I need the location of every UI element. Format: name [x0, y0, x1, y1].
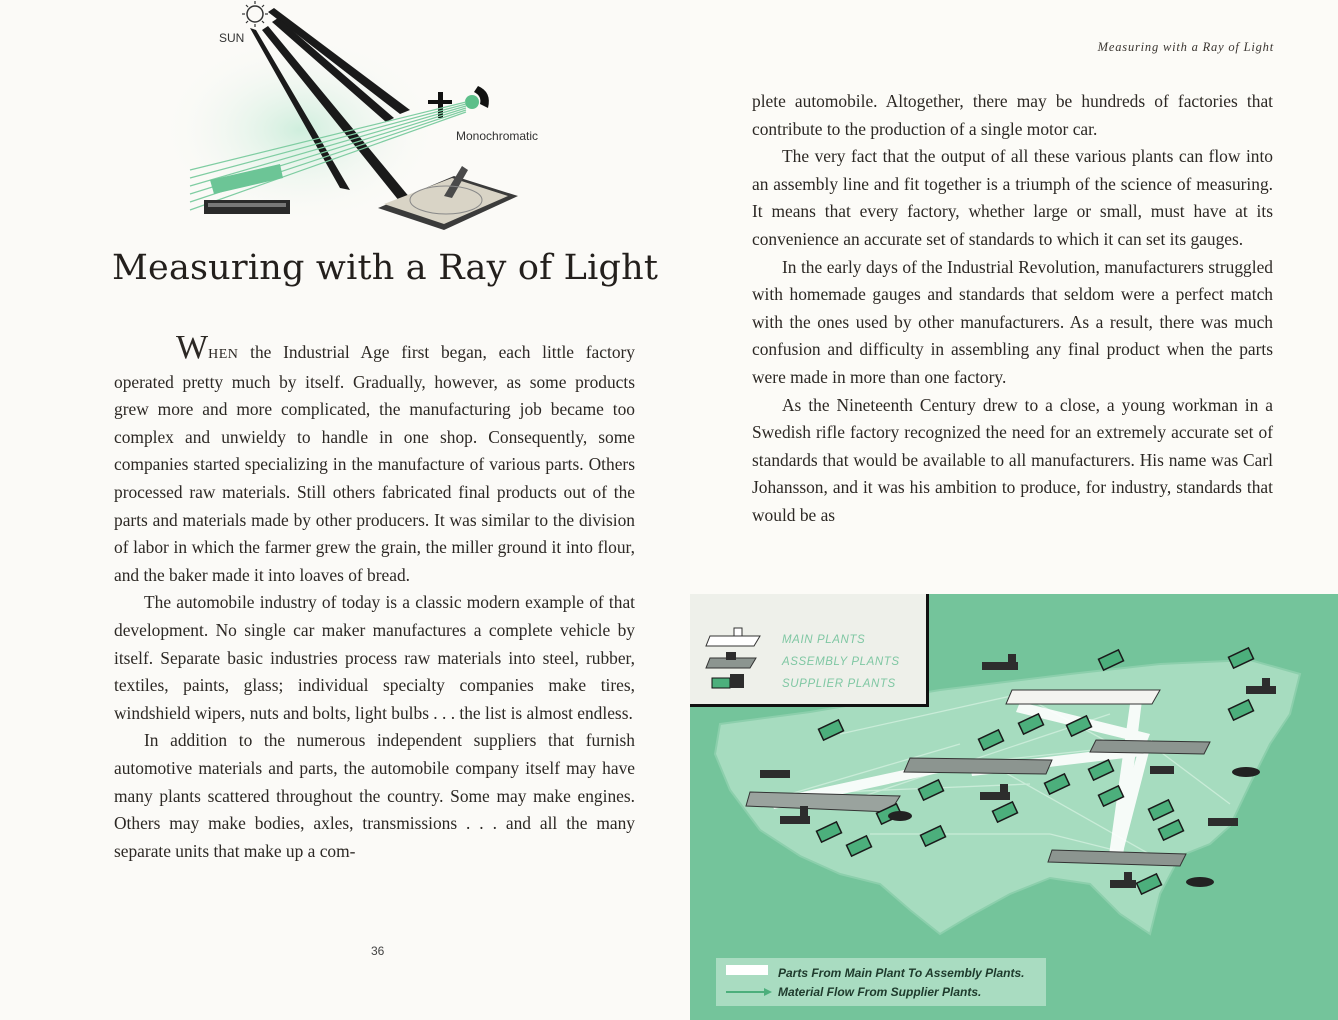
map-legend	[690, 594, 929, 707]
paragraph	[114, 329, 635, 589]
drop-cap: W	[176, 329, 209, 366]
paragraph-text: the Industrial Age first began, each little factory operated pretty much by itself. Gradually, however, as some products grew more and more complicated, the manufacturing job became too complex and unwieldy to handle in one shop. Consequently, some companies started specializing in the manufacture of various parts. Others processed raw materials. Still others fabricated final products out of the parts and materials made by other producers. It was similar to the division of labor in which the farmer grew the grain, the miller ground it into flour, and the baker made it into loaves of bread.	[114, 342, 635, 585]
legend-supplier-plants: SUPPLIER PLANTS	[782, 678, 896, 690]
paragraph: The very fact that the output of all these various plants can flow into an assembly line and fit together is a triumph of the science of measuring. It means that every factory, whether large or small, must have at its convenience an accurate set of standards to which it can set its gauges.	[752, 146, 1273, 249]
page-number: 36	[371, 944, 385, 958]
legend-assembly-plants: ASSEMBLY PLANTS	[782, 656, 900, 668]
paragraph: In addition to the numerous independent suppliers that furnish automotive materials and parts, the automobile company itself may have many plants scattered throughout the country. Some may make engines. Others may make bodies, axles, transmissions . . . and all the many separate units that make up a com-	[114, 730, 635, 861]
paragraph: In the early days of the Industrial Revolution, manufacturers struggled with homemade gauges and standards that seldom were a perfect match with the ones used by other manufacturers. As a result, there was much confusion and difficulty in assembling any final product when the parts were made in more than one factory.	[752, 256, 1273, 387]
sun-icon	[242, 1, 268, 27]
sun-label: SUN	[219, 31, 245, 45]
legend-main-plants: MAIN PLANTS	[782, 634, 866, 646]
small-caps-word: HEN	[208, 347, 239, 362]
left-body-text	[114, 329, 635, 865]
paragraph: As the Nineteenth Century drew to a close, a young workman in a Swedish rifle factory recognized the need for an extremely accurate set of standards that would be available to all manufacturers. His name was Carl Johansson, and it was his ambition to produce, for industry, standards that would be as	[752, 394, 1273, 525]
paragraph: plete automobile. Altogether, there may be hundreds of factories that contribute to the production of a single motor car.	[752, 91, 1273, 139]
paragraph: The automobile industry of today is a classic modern example of that development. No single car maker manufactures a complete vehicle by itself. Separate basic industries process raw materials into steel, rubber, textiles, paints, glass; individual specialty companies make tires, windshield wipers, nuts and bolts, light bulbs . . . the list is almost endless.	[114, 592, 635, 723]
caption-material-flow: Material Flow From Supplier Plants.	[778, 985, 982, 999]
map-caption-box	[716, 958, 1046, 1006]
caption-keys	[716, 958, 776, 1006]
monochromatic-label: Monochromatic	[456, 129, 539, 143]
chapter-title: Measuring with a Ray of Light	[112, 248, 659, 288]
caption-main-plant: Parts From Main Plant To Assembly Plants.	[778, 966, 1025, 980]
light-ray-illustration	[0, 0, 690, 240]
running-head: Measuring with a Ray of Light	[1097, 40, 1274, 54]
right-body-text	[752, 88, 1273, 530]
